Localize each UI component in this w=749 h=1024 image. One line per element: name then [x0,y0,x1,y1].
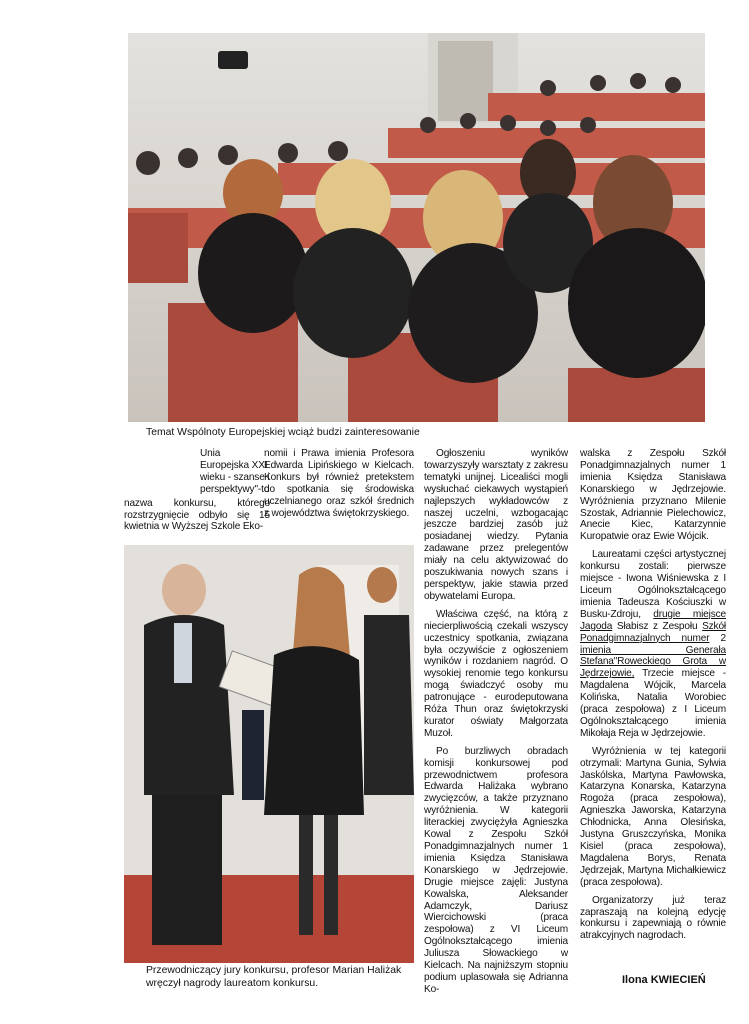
article-paragraph: walska z Zespołu Szkół Ponadgimnazjalnych numer 1 imienia Księdza Stanisława Konarskiego w Jędrzejowie. Wyróżnienia przyznano Milenie Szostak, Adriannie Pielechowicz, Anecie Kiec, Katarzynnie Kuropatwie oraz Ewie Wójcik. [580,448,726,543]
article-lead: Unia Europejska XXI wieku - szanse i perspektywy"-to [200,448,270,495]
article-paragraph: Właściwa część, na którą z niecierpliwością czekali wszyscy uczestnicy spotkania, związana była oczywiście z ogłoszeniem wyników i rozdaniem nagród. O wysokiej renomie tego konkursu mogą świadczyć osoby mu patronujące - eurodeputowana Róża Thun oraz świętokrzyski kurator oświaty Małgorzata Muzoł. [424,608,568,739]
article-column-4 [580,448,726,948]
laureates-text: 2 [720,632,726,644]
laureates-text: Laureatami części artystycznej konkursu zostali: pierwsze miejsce - Iwona Wiśniewska z I Liceum Ogólnokształcącego imienia Tadeusza Kościuszki w Busku-Zdroju, [580,549,726,620]
article-paragraph: Organizatorzy już teraz zapraszają na kolejną edycję konkursu i zapewniają o równie atrakcyjnych nagrodach. [580,894,726,942]
underlined-text: imienia Generała Stefana"Roweckiego Grota w Jędrzejowie, [580,644,726,680]
laureates-text: Trzecie miejsce - Magdalena Wójcik, Marcela Kolińska, Natalia Worobiec (praca zespołowa) z I Liceum Ogólnokształcącego imienia Mikołaja Reja w Jędrzejowie. [580,668,726,739]
author-byline: Ilona KWIECIEŃ [622,974,706,986]
photo-caption-award: Przewodniczący jury konkursu, profesor Marian Haliżak wręczył nagrody laureatom konkursu. [146,965,402,989]
award-ceremony-photo-icon [124,545,414,963]
audience-photo-icon [128,33,705,422]
underlined-text: drugie miejsce Jagoda [580,608,726,632]
article-column-2 [264,448,414,525]
article-column-1 [124,448,270,539]
article-paragraph: nomii i Prawa imienia Profesora Edwarda Lipińskiego w Kielcach. Konkurs był również pretekstem do spotkania się środowiska uczelnianego oraz szkół średnich z województwa świętokrzyskiego. [264,448,414,519]
article-paragraph-laureates [580,549,726,740]
article-paragraph: Po burzliwych obradach komisji konkursowej pod przewodnictwem profesora Edwarda Haliżaka wybrano zwycięzców, a także przyznano wyróżnienia. W kategorii literackiej zwyciężyła Agnieszka Kowal z Zespołu Szkół Ponadgimnazjalnych numer 1 imienia Księdza Stanisława Konarskiego w Jędrzejowie. Drugie miejsce zajęli: Justyna Kowalska, Aleksander Adamczyk, Dariusz Wiercichowski (praca zespołowa) z VI Liceum Ogólnokształcącego imienia Juliusza Słowackiego w Kielcach. Na najniższym stopniu podium uplasowała się Adrianna Ko- [424,745,568,995]
photo-caption-audience: Temat Wspólnoty Europejskiej wciąż budzi zainteresowanie [146,427,420,438]
award-ceremony-photo [124,545,414,963]
laureates-text: Słabisz z Zespołu [616,620,698,632]
underlined-text: Szkół Ponadgimnazjalnych numer [580,620,727,644]
audience-photo [128,33,705,422]
article-paragraph: nazwa konkursu, którego rozstrzygnięcie odbyło się 15 kwietnia w Wyższej Szkole Eko- [124,497,270,533]
article-paragraph: Wyróżnienia w tej kategorii otrzymali: Martyna Gunia, Sylwia Jaskólska, Martyna Pawłowska, Katarzyna Konarska, Katarzyna Rogoża (praca zespołowa), Agnieszka Jaworska, Katarzyna Chłodnicka, Anna Olesińska, Justyna Gruszczyńska, Monika Kisiel (praca zespołowa), Magdalena Borys, Renata Jędrzejak, Martyna Michałkiewicz (praca zespołowa). [580,745,726,888]
article-column-3 [424,448,568,1002]
article-paragraph: Ogłoszeniu wyników towarzyszyły warsztaty z zakresu tematyki unijnej. Licealiści mogli wysłuchać ciekawych wystąpień najlepszych wykładowców z naszej uczelni, wzbogacając jeszcze bardziej zasób już posiadanej wiedzy. Pytania zadawane przez prelegentów miały na celu aktywizować do poszukiwania nowych szans i perspektyw, jakie stawia przed obywatelami Europa. [424,448,568,602]
